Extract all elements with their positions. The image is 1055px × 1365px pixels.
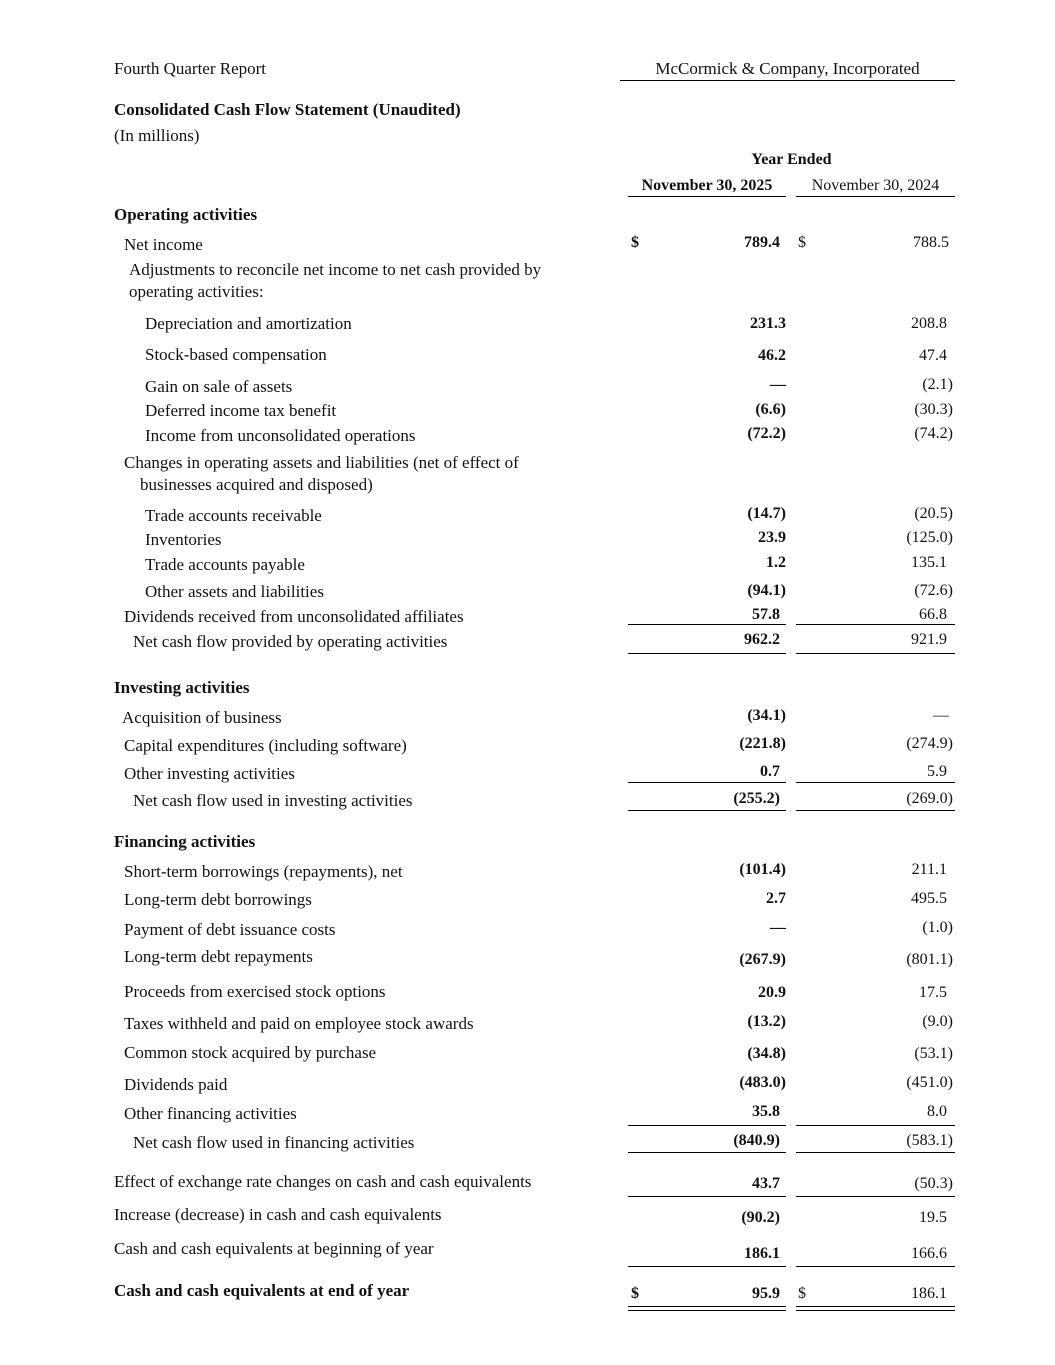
subtotal-rule — [796, 1125, 955, 1126]
subtotal-rule — [628, 1196, 786, 1197]
value-2025-cash-ending: 95.9 — [752, 1285, 780, 1302]
subtotal-rule — [796, 1266, 955, 1267]
row-label-short-term: Short-term borrowings (repayments), net — [124, 862, 403, 881]
row-label-depreciation: Depreciation and amortization — [145, 314, 352, 333]
value-2025-receivable: (14.7) — [747, 505, 786, 522]
row-label-stock-comp: Stock-based compensation — [145, 345, 327, 364]
row-label-acquisition: Acquisition of business — [122, 708, 282, 727]
company-name: McCormick & Company, Incorporated — [620, 59, 955, 81]
row-label-dividends-received: Dividends received from unconsolidated affiliates — [124, 607, 464, 626]
row-label-investing-net-cash: Net cash flow used in investing activities — [133, 791, 413, 810]
value-2024-lt-repayments: (801.1) — [906, 951, 953, 968]
value-2025-stock-comp: 46.2 — [758, 347, 786, 364]
subtotal-rule — [796, 1196, 955, 1197]
value-2024-investing-net-cash: (269.0) — [906, 790, 953, 807]
value-2025-other-assets: (94.1) — [747, 582, 786, 599]
value-2025-taxes-withheld: (13.2) — [747, 1013, 786, 1030]
value-2024-dividends-paid: (451.0) — [906, 1074, 953, 1091]
value-2025-stock-options: 20.9 — [758, 984, 786, 1001]
value-2025-issuance-costs: — — [770, 919, 786, 936]
value-2025-other-financing: 35.8 — [752, 1103, 780, 1120]
currency-symbol: $ — [631, 234, 639, 251]
row-label-adjustments-cont: operating activities: — [129, 282, 264, 301]
row-label-dividends-paid: Dividends paid — [124, 1075, 228, 1094]
value-2024-deferred-tax: (30.3) — [914, 401, 953, 418]
report-name: Fourth Quarter Report — [114, 59, 267, 78]
value-2025-dividends-received: 57.8 — [752, 606, 780, 623]
currency-symbol: $ — [798, 1285, 806, 1302]
value-2024-other-investing: 5.9 — [927, 763, 947, 780]
row-label-cash-ending: Cash and cash equivalents at end of year — [114, 1281, 410, 1300]
row-label-adjustments: Adjustments to reconcile net income to net cash provided by — [129, 260, 542, 279]
value-2024-stock-comp: 47.4 — [919, 347, 947, 364]
value-2025-short-term: (101.4) — [739, 861, 786, 878]
row-label-changes: Changes in operating assets and liabilities (net of effect of — [124, 453, 519, 472]
value-2024-stock-acquired: (53.1) — [914, 1045, 953, 1062]
currency-symbol: $ — [631, 1285, 639, 1302]
row-label-issuance-costs: Payment of debt issuance costs — [124, 920, 336, 939]
value-2024-issuance-costs: (1.0) — [922, 919, 953, 936]
row-label-unconsolidated: Income from unconsolidated operations — [145, 426, 416, 445]
row-label-lt-borrowings: Long-term debt borrowings — [124, 890, 312, 909]
value-2024-stock-options: 17.5 — [919, 984, 947, 1001]
value-2025-financing-net-cash: (840.9) — [733, 1132, 780, 1149]
value-2024-unconsolidated: (74.2) — [914, 425, 953, 442]
value-2025-cash-beginning: 186.1 — [744, 1245, 780, 1262]
value-2025-gain-sale: — — [770, 376, 786, 393]
row-label-financing-net-cash: Net cash flow used in financing activities — [133, 1133, 415, 1152]
value-2024-taxes-withheld: (9.0) — [922, 1013, 953, 1030]
value-2025-dividends-paid: (483.0) — [739, 1074, 786, 1091]
value-2024-financing-net-cash: (583.1) — [906, 1132, 953, 1149]
value-2024-cash-beginning: 166.6 — [911, 1245, 947, 1262]
value-2025-stock-acquired: (34.8) — [747, 1045, 786, 1062]
year-ended-heading: Year Ended — [751, 151, 832, 168]
value-2025-lt-repayments: (267.9) — [739, 951, 786, 968]
row-label-cash-beginning: Cash and cash equivalents at beginning of year — [114, 1239, 434, 1258]
section-investing: Investing activities — [114, 678, 250, 697]
subtotal-rule — [796, 624, 955, 625]
value-2025-lt-borrowings: 2.7 — [766, 890, 786, 907]
column-header-2025: November 30, 2025 — [628, 177, 786, 197]
double-total-rule — [796, 1306, 955, 1311]
total-rule — [628, 1152, 786, 1153]
row-label-cash-change: Increase (decrease) in cash and cash equivalents — [114, 1205, 442, 1224]
row-label-deferred-tax: Deferred income tax benefit — [145, 401, 337, 420]
value-2025-fx-effect: 43.7 — [752, 1175, 780, 1192]
row-label-payable: Trade accounts payable — [145, 555, 305, 574]
row-label-inventories: Inventories — [145, 530, 222, 549]
total-rule — [628, 810, 786, 811]
value-2024-short-term: 211.1 — [911, 861, 947, 878]
value-2025-inventories: 23.9 — [758, 529, 786, 546]
subtotal-rule — [628, 1266, 786, 1267]
row-label-gain-sale: Gain on sale of assets — [145, 377, 293, 396]
row-label-capex: Capital expenditures (including software) — [124, 736, 407, 755]
value-2025-operating-net-cash: 962.2 — [744, 631, 780, 648]
value-2025-net-income: 789.4 — [744, 234, 780, 251]
row-label-other-assets: Other assets and liabilities — [145, 582, 324, 601]
value-2024-depreciation: 208.8 — [911, 315, 947, 332]
row-label-stock-acquired: Common stock acquired by purchase — [124, 1043, 377, 1062]
row-label-stock-options: Proceeds from exercised stock options — [124, 982, 386, 1001]
subtotal-rule — [628, 782, 786, 783]
total-rule — [796, 810, 955, 811]
value-2024-dividends-received: 66.8 — [919, 606, 947, 623]
value-2024-payable: 135.1 — [911, 554, 947, 571]
value-2024-acquisition: — — [933, 707, 949, 724]
column-header-2024: November 30, 2024 — [796, 177, 955, 197]
subtotal-rule — [628, 1125, 786, 1126]
value-2024-cash-change: 19.5 — [919, 1209, 947, 1226]
row-label-lt-repayments: Long-term debt repayments — [124, 947, 313, 966]
subtotal-rule — [796, 782, 955, 783]
value-2025-capex: (221.8) — [739, 735, 786, 752]
value-2025-payable: 1.2 — [766, 554, 786, 571]
currency-symbol: $ — [798, 234, 806, 251]
row-label-other-investing: Other investing activities — [124, 764, 295, 783]
value-2025-acquisition: (34.1) — [747, 707, 786, 724]
units-note: (In millions) — [114, 126, 200, 145]
value-2025-cash-change: (90.2) — [741, 1209, 780, 1226]
row-label-fx-effect: Effect of exchange rate changes on cash and cash equivalents — [114, 1172, 532, 1191]
total-rule — [796, 1152, 955, 1153]
subtotal-rule — [628, 624, 786, 625]
section-financing: Financing activities — [114, 832, 256, 851]
row-label-taxes-withheld: Taxes withheld and paid on employee stock awards — [124, 1014, 474, 1033]
section-operating: Operating activities — [114, 205, 258, 224]
value-2024-receivable: (20.5) — [914, 505, 953, 522]
value-2025-unconsolidated: (72.2) — [747, 425, 786, 442]
value-2024-capex: (274.9) — [906, 735, 953, 752]
value-2024-net-income: 788.5 — [913, 234, 949, 251]
statement-title: Consolidated Cash Flow Statement (Unaudited) — [114, 100, 461, 119]
row-label-receivable: Trade accounts receivable — [145, 506, 322, 525]
total-rule — [628, 653, 786, 654]
row-label-net-income: Net income — [124, 235, 203, 254]
value-2024-operating-net-cash: 921.9 — [911, 631, 947, 648]
value-2025-deferred-tax: (6.6) — [755, 401, 786, 418]
row-label-changes-cont: businesses acquired and disposed) — [140, 475, 373, 494]
value-2025-investing-net-cash: (255.2) — [733, 790, 780, 807]
value-2025-depreciation: 231.3 — [750, 315, 786, 332]
row-label-operating-net-cash: Net cash flow provided by operating activities — [133, 632, 448, 651]
double-total-rule — [628, 1306, 786, 1311]
value-2024-fx-effect: (50.3) — [914, 1175, 953, 1192]
value-2024-other-financing: 8.0 — [927, 1103, 947, 1120]
total-rule — [796, 653, 955, 654]
value-2024-cash-ending: 186.1 — [911, 1285, 947, 1302]
value-2024-inventories: (125.0) — [906, 529, 953, 546]
value-2025-other-investing: 0.7 — [760, 763, 780, 780]
value-2024-other-assets: (72.6) — [914, 582, 953, 599]
row-label-other-financing: Other financing activities — [124, 1104, 297, 1123]
value-2024-lt-borrowings: 495.5 — [911, 890, 947, 907]
value-2024-gain-sale: (2.1) — [922, 376, 953, 393]
